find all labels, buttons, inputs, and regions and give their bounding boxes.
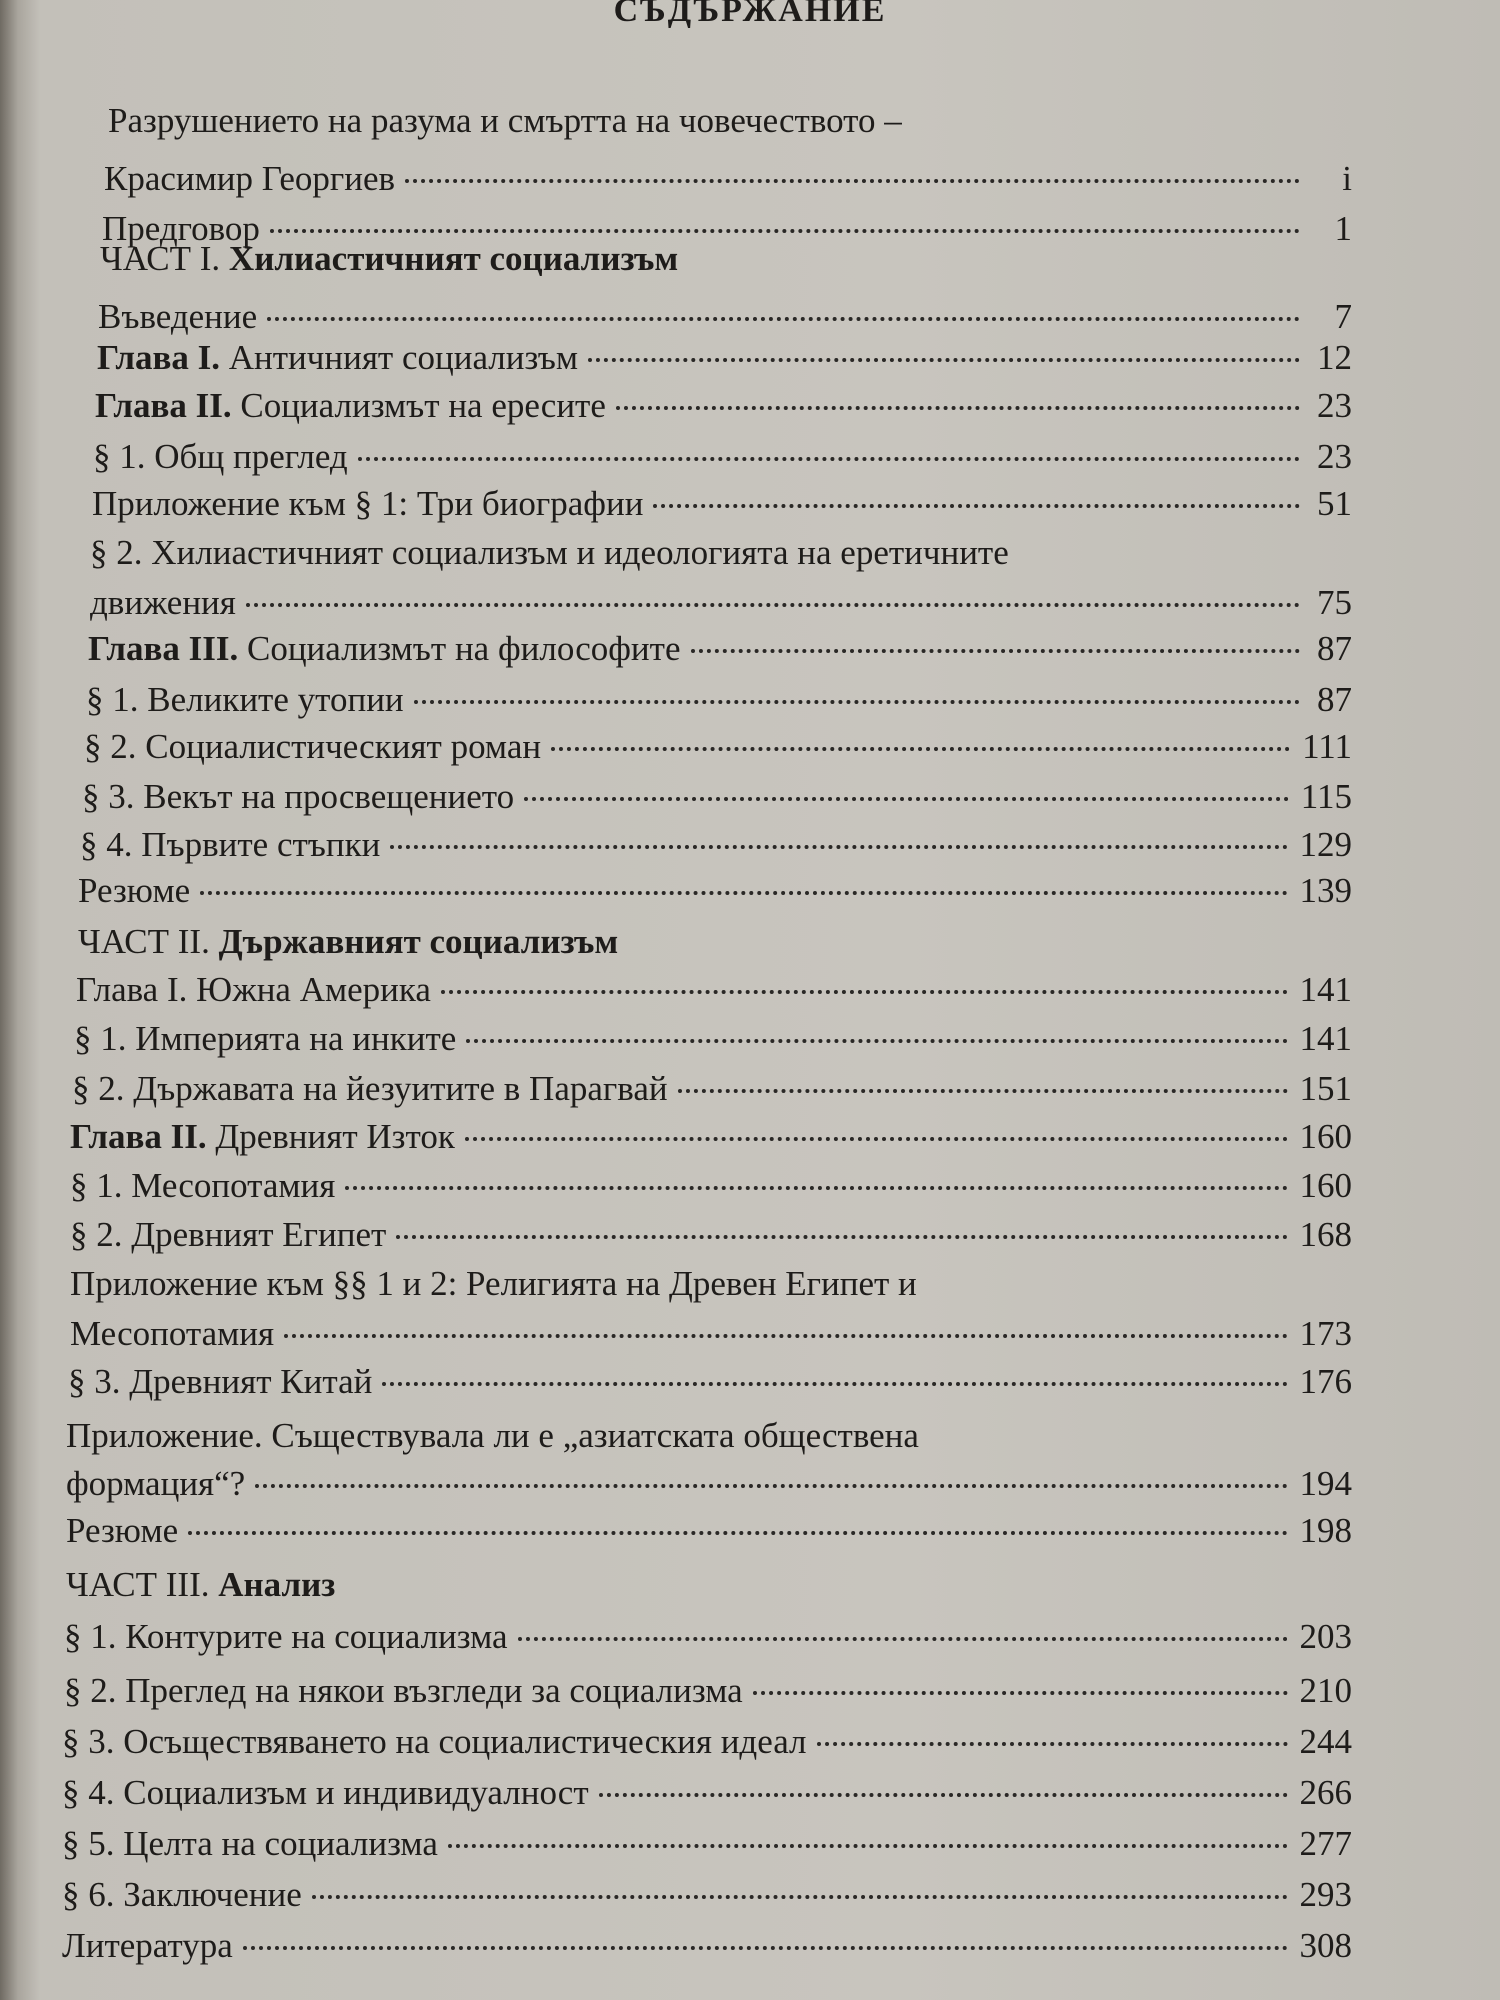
toc-entry-label xyxy=(62,1823,438,1865)
dot-leader xyxy=(243,1946,1288,1950)
toc-entry-chapter: Глава II. xyxy=(70,1117,207,1156)
toc-entry xyxy=(92,483,1352,525)
dot-leader xyxy=(396,1235,1287,1239)
page-number: 111 xyxy=(1302,727,1352,766)
toc-entry-text: § 3. Осъществяването на социалистическия идеал xyxy=(62,1722,807,1761)
page-number: 210 xyxy=(1299,1671,1352,1710)
toc-entry-label xyxy=(80,824,380,866)
toc-entry-label xyxy=(66,1463,245,1505)
page-number: 23 xyxy=(1317,437,1352,476)
dot-leader xyxy=(405,179,1300,183)
dot-leader xyxy=(441,990,1288,994)
toc-entry-label xyxy=(70,1165,335,1207)
toc-entry xyxy=(104,158,1352,200)
toc-entry-text: Глава I. Южна Америка xyxy=(76,970,431,1009)
page-number: 1 xyxy=(1334,209,1352,248)
toc-entry xyxy=(108,100,1352,142)
toc-entry-text: Социализмът на философите xyxy=(238,629,681,668)
toc-part-title: Хилиастичният социализъм xyxy=(228,239,679,278)
toc-entry xyxy=(66,1415,1352,1457)
dot-leader xyxy=(616,406,1300,410)
page-number: 75 xyxy=(1317,583,1352,622)
toc-entry xyxy=(95,385,1352,427)
toc-entry-text: ЧАСТ I. xyxy=(100,239,229,278)
toc-entry-label xyxy=(98,296,257,338)
page-number: 51 xyxy=(1317,484,1352,523)
toc-entry-text: § 1. Общ преглед xyxy=(93,437,348,476)
toc-entry-text: Литература xyxy=(62,1926,233,1965)
toc-entry-label xyxy=(82,776,514,818)
page-number: 160 xyxy=(1299,1166,1352,1205)
page-number: 129 xyxy=(1299,825,1352,864)
toc-entry xyxy=(66,1510,1352,1552)
toc-entry xyxy=(62,1925,1352,1967)
toc-entry xyxy=(66,1463,1352,1505)
toc-entry-label xyxy=(70,1116,455,1158)
page-number: 160 xyxy=(1299,1117,1352,1156)
dot-leader xyxy=(653,504,1300,508)
toc-entry-text: формация“? xyxy=(66,1464,246,1503)
toc-entry-label xyxy=(93,436,348,478)
toc-entry-label xyxy=(104,158,395,200)
dot-leader xyxy=(466,1039,1287,1043)
page-number: 151 xyxy=(1299,1069,1352,1108)
page-number: 168 xyxy=(1299,1215,1352,1254)
dot-leader xyxy=(448,1844,1288,1848)
toc-entry-label xyxy=(76,969,431,1011)
page-number: 87 xyxy=(1317,629,1352,668)
toc-entry xyxy=(64,1616,1352,1658)
toc-entry-text: § 1. Месопотамия xyxy=(70,1166,336,1205)
toc-entry xyxy=(78,870,1352,912)
toc-entry-label xyxy=(90,532,1009,574)
toc-entry-text: ЧАСТ III. xyxy=(66,1565,219,1604)
toc-entry-label xyxy=(100,238,678,280)
toc-entry xyxy=(98,296,1352,338)
page-number: 266 xyxy=(1299,1773,1352,1812)
page-number: 244 xyxy=(1299,1722,1352,1761)
toc-entry xyxy=(84,726,1352,768)
page-number: 176 xyxy=(1299,1362,1352,1401)
toc-entry-label xyxy=(90,582,236,624)
toc-entry-text: § 1. Великите утопии xyxy=(86,680,404,719)
toc-entry xyxy=(62,1823,1352,1865)
page-number: 139 xyxy=(1299,871,1352,910)
toc-entry-text: Въведение xyxy=(98,297,258,336)
toc-entry xyxy=(80,824,1352,866)
page-number: 308 xyxy=(1299,1926,1352,1965)
toc-entry-chapter: Глава II. xyxy=(95,386,232,425)
toc-entry-text: § 2. Хилиастичният социализъм и идеологията на еретичните xyxy=(90,533,1009,572)
toc-entry-label xyxy=(64,1616,508,1658)
toc-entry-label xyxy=(66,1564,335,1606)
toc-entry xyxy=(62,1772,1352,1814)
dot-leader xyxy=(270,229,1300,233)
toc-entry xyxy=(76,969,1352,1011)
dot-leader xyxy=(255,1484,1287,1488)
dot-leader xyxy=(524,797,1289,801)
toc-entry xyxy=(66,1564,1352,1606)
page-number: 141 xyxy=(1299,970,1352,1009)
toc-entry-text: Месопотамия xyxy=(70,1314,275,1353)
toc-entry-text: Красимир Георгиев xyxy=(104,159,396,198)
page-number: 87 xyxy=(1317,680,1352,719)
toc-entry xyxy=(70,1165,1352,1207)
dot-leader xyxy=(599,1793,1288,1797)
toc-entry xyxy=(62,1721,1352,1763)
toc-entry-text: § 2. Древният Египет xyxy=(70,1215,387,1254)
dot-leader xyxy=(345,1186,1287,1190)
toc-entry xyxy=(64,1670,1352,1712)
toc-entry xyxy=(93,436,1352,478)
toc-entry-label xyxy=(62,1874,302,1916)
toc-entry-label xyxy=(97,337,578,379)
toc-entry-label xyxy=(66,1415,919,1457)
page-number: 7 xyxy=(1334,297,1352,336)
page-number: 173 xyxy=(1299,1314,1352,1353)
toc-entry-text: § 4. Първите стъпки xyxy=(80,825,381,864)
dot-leader xyxy=(691,649,1301,653)
toc-entry-text: Древният Изток xyxy=(206,1117,455,1156)
page-number: 293 xyxy=(1299,1875,1352,1914)
toc-entry-text: Резюме xyxy=(66,1511,179,1550)
toc-entry-label xyxy=(86,679,404,721)
toc-entry-text: Резюме xyxy=(78,871,191,910)
toc-entry-chapter: Глава III. xyxy=(88,629,239,668)
toc-entry-label xyxy=(95,385,606,427)
toc-entry-text: § 1. Империята на инките xyxy=(74,1019,457,1058)
toc-entry-text: Социализмът на ересите xyxy=(231,386,606,425)
toc-entry-text: § 2. Социалистическият роман xyxy=(84,727,542,766)
toc-entry-label xyxy=(70,1313,274,1355)
toc-entry xyxy=(74,1018,1352,1060)
page-number: i xyxy=(1342,159,1352,198)
toc-entry-text: § 3. Древният Китай xyxy=(68,1362,373,1401)
toc-entry-label xyxy=(70,1214,386,1256)
page-number: 23 xyxy=(1317,386,1352,425)
toc-entry xyxy=(62,1874,1352,1916)
toc-entry xyxy=(88,628,1352,670)
dot-leader xyxy=(753,1691,1288,1695)
toc-entry-text: Приложение към § 1: Три биографии xyxy=(92,484,644,523)
dot-leader xyxy=(414,700,1300,704)
toc-entry-text: § 2. Държавата на йезуитите в Парагвай xyxy=(72,1069,668,1108)
toc-entry-chapter: Глава I. xyxy=(97,338,220,377)
toc-entry-label xyxy=(74,1018,456,1060)
toc-entry-text: движения xyxy=(90,583,236,622)
toc-entry-text: Приложение. Съществувала ли е „азиатската обществена xyxy=(66,1416,919,1455)
dot-leader xyxy=(358,457,1300,461)
toc-entry xyxy=(82,776,1352,818)
dot-leader xyxy=(200,891,1287,895)
toc-part-title: Държавният социализъм xyxy=(218,922,619,961)
dot-leader xyxy=(188,1531,1287,1535)
toc-entry-text: § 5. Целта на социализма xyxy=(62,1824,438,1863)
toc-entry-label xyxy=(92,483,643,525)
dot-leader xyxy=(382,1382,1287,1386)
toc-entry-text: § 4. Социализъм и индивидуалност xyxy=(62,1773,589,1812)
dot-leader xyxy=(518,1637,1288,1641)
toc-entry-label xyxy=(108,100,902,142)
dot-leader xyxy=(312,1895,1288,1899)
page-number: 115 xyxy=(1300,777,1352,816)
page-number: 194 xyxy=(1299,1464,1352,1503)
page-title: СЪДЪРЖАНИЕ xyxy=(613,0,887,29)
dot-leader xyxy=(817,1742,1288,1746)
toc-entry xyxy=(70,1263,1352,1305)
toc-entry-text: Приложение към §§ 1 и 2: Религията на Древен Египет и xyxy=(70,1264,917,1303)
toc-entry-text: Разрушението на разума и смъртта на човечеството – xyxy=(108,101,902,140)
page-number: 141 xyxy=(1299,1019,1352,1058)
toc-entry-text: Античният социализъм xyxy=(219,338,578,377)
toc-entry-label xyxy=(62,1925,233,1967)
toc-entry-label xyxy=(64,1670,743,1712)
toc-entry-label xyxy=(62,1721,807,1763)
toc-entry-text: § 6. Заключение xyxy=(62,1875,302,1914)
dot-leader xyxy=(284,1334,1287,1338)
toc-entry xyxy=(90,532,1352,574)
toc-entry-text: § 1. Контурите на социализма xyxy=(64,1617,508,1656)
toc-entry-label xyxy=(78,921,618,963)
page-number: 203 xyxy=(1299,1617,1352,1656)
toc-entry-label xyxy=(88,628,681,670)
dot-leader xyxy=(588,358,1300,362)
toc-entry xyxy=(70,1214,1352,1256)
toc-entry-text: § 2. Преглед на някои възгледи за социализма xyxy=(64,1671,743,1710)
toc-entry-text: Предговор xyxy=(102,209,260,248)
toc-entry xyxy=(97,337,1352,379)
page-number: 277 xyxy=(1299,1824,1352,1863)
toc-entry xyxy=(70,1116,1352,1158)
toc-part-title: Анализ xyxy=(218,1565,336,1604)
toc-entry-label xyxy=(68,1361,372,1403)
toc-entry-label xyxy=(66,1510,178,1552)
page-number: 12 xyxy=(1317,338,1352,377)
dot-leader xyxy=(551,747,1290,751)
dot-leader xyxy=(465,1137,1288,1141)
dot-leader xyxy=(267,317,1300,321)
toc-entry-text: § 3. Векът на просвещението xyxy=(82,777,515,816)
page-number: 198 xyxy=(1299,1511,1352,1550)
toc-entry-text: ЧАСТ II. xyxy=(78,922,219,961)
dot-leader xyxy=(246,603,1300,607)
toc-entry-label xyxy=(70,1263,917,1305)
toc-entry xyxy=(78,921,1352,963)
dot-leader xyxy=(678,1089,1288,1093)
toc-entry xyxy=(70,1313,1352,1355)
dot-leader xyxy=(390,845,1287,849)
toc-entry xyxy=(90,582,1352,624)
toc-entry xyxy=(68,1361,1352,1403)
toc-entry-label xyxy=(62,1772,589,1814)
toc-entry xyxy=(86,679,1352,721)
toc-entry xyxy=(100,238,1352,280)
toc-entry-label xyxy=(84,726,541,768)
toc-entry-label xyxy=(72,1068,668,1110)
toc-entry-label xyxy=(78,870,190,912)
toc-entry xyxy=(72,1068,1352,1110)
